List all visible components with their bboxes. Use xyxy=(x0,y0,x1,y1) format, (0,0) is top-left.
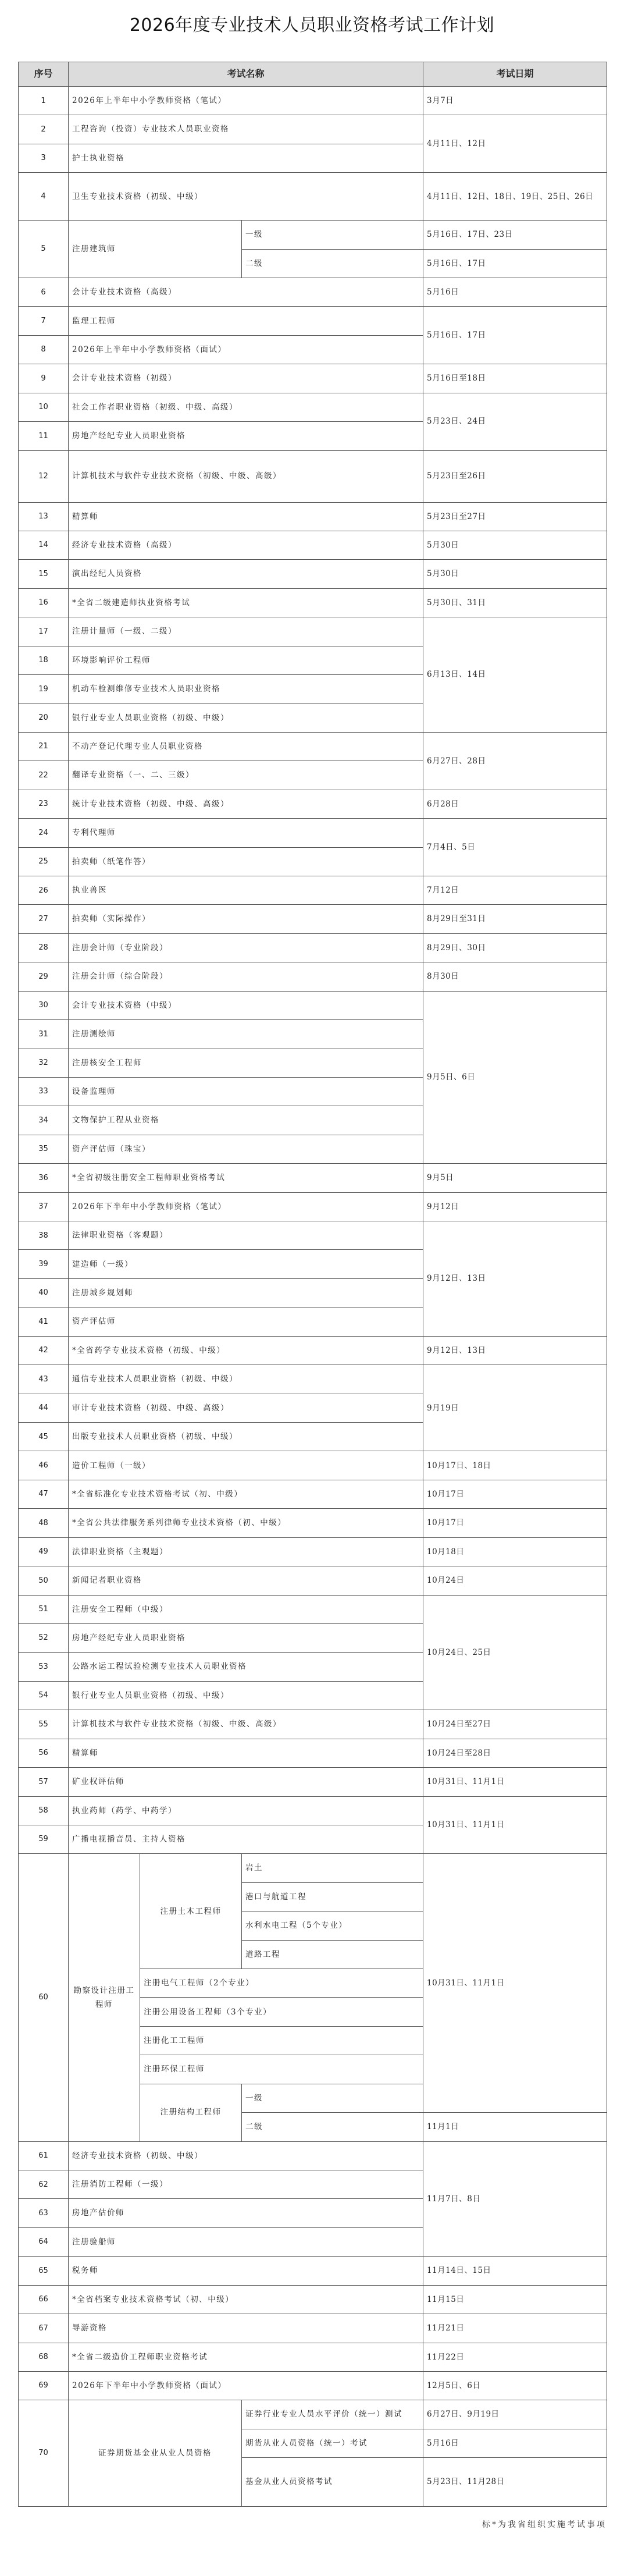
row-number: 53 xyxy=(19,1653,69,1681)
exam-name: 矿业权评估师 xyxy=(69,1768,423,1796)
table-row xyxy=(19,2257,607,2285)
exam-name: 勘察设计注册工程师 xyxy=(69,1854,140,2141)
table-row xyxy=(19,1796,607,1825)
table-row xyxy=(19,617,607,646)
exam-date: 9月5日 xyxy=(423,1164,607,1192)
table-row xyxy=(19,905,607,933)
table-row xyxy=(19,1854,607,1882)
table-row xyxy=(19,115,607,144)
exam-date: 11月15日 xyxy=(423,2285,607,2314)
exam-name: *全省初级注册安全工程师职业资格考试 xyxy=(69,1164,423,1192)
table-row xyxy=(19,991,607,1019)
exam-name: 银行业专业人员职业资格（初级、中级） xyxy=(69,703,423,732)
row-number: 35 xyxy=(19,1135,69,1163)
exam-sub-item: 港口与航道工程 xyxy=(242,1882,423,1911)
exam-name: 拍卖师（实际操作） xyxy=(69,905,423,933)
exam-date: 10月17日 xyxy=(423,1480,607,1508)
table-row xyxy=(19,531,607,559)
exam-sub-item: 水利水电工程（5个专业） xyxy=(242,1911,423,1940)
exam-date: 4月11日、12日 xyxy=(423,115,607,173)
header-no: 序号 xyxy=(19,62,69,87)
table-row xyxy=(19,819,607,847)
exam-name: 出版专业技术人员职业资格（初级、中级） xyxy=(69,1423,423,1451)
row-number: 7 xyxy=(19,307,69,335)
row-number: 51 xyxy=(19,1595,69,1623)
row-number: 41 xyxy=(19,1307,69,1336)
row-number: 25 xyxy=(19,847,69,876)
row-number: 10 xyxy=(19,393,69,421)
table-row xyxy=(19,1566,607,1595)
exam-name: 注册会计师（专业阶段） xyxy=(69,933,423,962)
exam-date: 5月16日、17日 xyxy=(423,307,607,364)
table-row xyxy=(19,173,607,221)
exam-name: 专利代理师 xyxy=(69,819,423,847)
row-number: 15 xyxy=(19,560,69,588)
table-row xyxy=(19,2141,607,2170)
exam-date: 11月22日 xyxy=(423,2343,607,2371)
row-number: 11 xyxy=(19,422,69,450)
exam-name: 资产评估师（珠宝） xyxy=(69,1135,423,1163)
row-number: 67 xyxy=(19,2314,69,2343)
table-row xyxy=(19,2371,607,2400)
exam-name: *全省标准化专业技术资格考试（初、中级） xyxy=(69,1480,423,1508)
table-row xyxy=(19,278,607,307)
exam-sub-item: 基金从业人员资格考试 xyxy=(242,2458,423,2507)
exam-date: 10月24日 xyxy=(423,1566,607,1595)
exam-date: 10月18日 xyxy=(423,1537,607,1566)
row-number: 55 xyxy=(19,1710,69,1739)
table-row xyxy=(19,1768,607,1796)
row-number: 2 xyxy=(19,115,69,144)
table-row xyxy=(19,962,607,991)
row-number: 36 xyxy=(19,1164,69,1192)
exam-name: 广播电视播音员、主持人资格 xyxy=(69,1825,423,1853)
table-row xyxy=(19,790,607,818)
exam-name: 会计专业技术资格（初级） xyxy=(69,364,423,393)
table-row xyxy=(19,560,607,588)
exam-name: 注册测绘师 xyxy=(69,1020,423,1049)
exam-name: 法律职业资格（主观题） xyxy=(69,1537,423,1566)
exam-name: 工程咨询（投资）专业技术人员职业资格 xyxy=(69,115,423,144)
exam-name: 执业药师（药学、中药学） xyxy=(69,1796,423,1825)
exam-name: 造价工程师（一级） xyxy=(69,1451,423,1480)
exam-name: 法律职业资格（客观题） xyxy=(69,1221,423,1250)
row-number: 32 xyxy=(19,1049,69,1077)
row-number: 18 xyxy=(19,646,69,674)
exam-sub-item: 注册公用设备工程师（3个专业） xyxy=(140,1998,423,2026)
exam-date: 5月30日 xyxy=(423,531,607,559)
exam-schedule-table xyxy=(18,62,607,2507)
exam-date: 5月16日 xyxy=(423,2429,607,2457)
table-row xyxy=(19,1739,607,1767)
row-number: 37 xyxy=(19,1192,69,1221)
row-number: 30 xyxy=(19,991,69,1019)
exam-date: 10月24日、25日 xyxy=(423,1595,607,1710)
table-row xyxy=(19,1365,607,1394)
row-number: 20 xyxy=(19,703,69,732)
row-number: 49 xyxy=(19,1537,69,1566)
table-row xyxy=(19,588,607,617)
table-row xyxy=(19,1336,607,1365)
table-row xyxy=(19,1164,607,1192)
row-number: 27 xyxy=(19,905,69,933)
exam-date: 9月12日、13日 xyxy=(423,1336,607,1365)
exam-name: 2026年下半年中小学教师资格（面试） xyxy=(69,2371,423,2400)
exam-name: 经济专业技术资格（高级） xyxy=(69,531,423,559)
table-row xyxy=(19,1221,607,1250)
exam-name: 房地产估价师 xyxy=(69,2199,423,2227)
row-number: 69 xyxy=(19,2371,69,2400)
exam-name: 监理工程师 xyxy=(69,307,423,335)
exam-name: 银行业专业人员职业资格（初级、中级） xyxy=(69,1681,423,1710)
table-row xyxy=(19,221,607,249)
exam-sub-item: 期货从业人员资格（统一）考试 xyxy=(242,2429,423,2457)
row-number: 43 xyxy=(19,1365,69,1394)
row-number: 62 xyxy=(19,2170,69,2198)
exam-date: 5月30日、31日 xyxy=(423,588,607,617)
row-number: 65 xyxy=(19,2257,69,2285)
header-name: 考试名称 xyxy=(69,62,423,87)
row-number: 34 xyxy=(19,1106,69,1135)
exam-date: 11月14日、15日 xyxy=(423,2257,607,2285)
exam-date: 5月23日、11月28日 xyxy=(423,2458,607,2507)
row-number: 70 xyxy=(19,2400,69,2507)
row-number: 42 xyxy=(19,1336,69,1365)
row-number: 57 xyxy=(19,1768,69,1796)
exam-date: 5月23日至27日 xyxy=(423,502,607,531)
exam-name: 设备监理师 xyxy=(69,1077,423,1106)
exam-name: 审计专业技术资格（初级、中级、高级） xyxy=(69,1394,423,1422)
table-row xyxy=(19,87,607,115)
row-number: 39 xyxy=(19,1250,69,1278)
exam-name: 房地产经纪专业人员职业资格 xyxy=(69,1623,423,1652)
exam-name: 经济专业技术资格（初级、中级） xyxy=(69,2141,423,2170)
exam-date: 8月29日至31日 xyxy=(423,905,607,933)
exam-name: 注册安全工程师（中级） xyxy=(69,1595,423,1623)
row-number: 8 xyxy=(19,335,69,364)
exam-date: 5月30日 xyxy=(423,560,607,588)
table-row xyxy=(19,2400,607,2429)
row-number: 38 xyxy=(19,1221,69,1250)
exam-date: 9月12日 xyxy=(423,1192,607,1221)
exam-date: 9月19日 xyxy=(423,1365,607,1451)
exam-category: 注册结构工程师 xyxy=(140,2084,242,2141)
exam-name: 不动产登记代理专业人员职业资格 xyxy=(69,732,423,761)
exam-name: 2026年上半年中小学教师资格（笔试） xyxy=(69,87,423,115)
exam-date: 8月29日、30日 xyxy=(423,933,607,962)
exam-date: 10月31日、11月1日 xyxy=(423,1796,607,1854)
exam-date: 10月17日、18日 xyxy=(423,1451,607,1480)
row-number: 16 xyxy=(19,588,69,617)
row-number: 60 xyxy=(19,1854,69,2141)
table-row xyxy=(19,1451,607,1480)
exam-date: 5月16日 xyxy=(423,278,607,307)
exam-name: 精算师 xyxy=(69,502,423,531)
row-number: 63 xyxy=(19,2199,69,2227)
row-number: 4 xyxy=(19,173,69,221)
row-number: 19 xyxy=(19,675,69,703)
exam-name: *全省二级建造师执业资格考试 xyxy=(69,588,423,617)
exam-name: 护士执业资格 xyxy=(69,144,423,172)
exam-name: 机动车检测维修专业技术人员职业资格 xyxy=(69,675,423,703)
row-number: 12 xyxy=(19,450,69,502)
row-number: 66 xyxy=(19,2285,69,2314)
exam-date: 10月31日、11月1日 xyxy=(423,1768,607,1796)
exam-date: 7月4日、5日 xyxy=(423,819,607,876)
row-number: 6 xyxy=(19,278,69,307)
exam-name: 卫生专业技术资格（初级、中级） xyxy=(69,173,423,221)
exam-sub-item: 二级 xyxy=(242,2113,423,2141)
exam-date: 7月12日 xyxy=(423,876,607,905)
table-row xyxy=(19,450,607,502)
exam-sub-item: 一级 xyxy=(242,2084,423,2112)
exam-name: *全省档案专业技术资格考试（初、中级） xyxy=(69,2285,423,2314)
row-number: 1 xyxy=(19,87,69,115)
exam-date: 4月11日、12日、18日、19日、25日、26日 xyxy=(423,173,607,221)
row-number: 52 xyxy=(19,1623,69,1652)
table-row xyxy=(19,1509,607,1537)
exam-name: 执业兽医 xyxy=(69,876,423,905)
exam-name: 精算师 xyxy=(69,1739,423,1767)
exam-name: 演出经纪人员资格 xyxy=(69,560,423,588)
row-number: 3 xyxy=(19,144,69,172)
row-number: 24 xyxy=(19,819,69,847)
table-row xyxy=(19,2314,607,2343)
exam-name: 公路水运工程试验检测专业技术人员职业资格 xyxy=(69,1653,423,1681)
table-row xyxy=(19,364,607,393)
table-row xyxy=(19,2343,607,2371)
exam-sub-level: 一级 xyxy=(242,221,423,249)
exam-name: 税务师 xyxy=(69,2257,423,2285)
row-number: 17 xyxy=(19,617,69,646)
exam-date: 5月16日至18日 xyxy=(423,364,607,393)
exam-name: 注册消防工程师（一级） xyxy=(69,2170,423,2198)
table-row xyxy=(19,1595,607,1623)
exam-name: *全省药学专业技术资格（初级、中级） xyxy=(69,1336,423,1365)
table-row xyxy=(19,2285,607,2314)
exam-date: 10月24日至27日 xyxy=(423,1710,607,1739)
exam-name: 资产评估师 xyxy=(69,1307,423,1336)
exam-sub-item: 注册环保工程师 xyxy=(140,2055,423,2084)
exam-name: 注册验船师 xyxy=(69,2227,423,2256)
exam-date: 6月28日 xyxy=(423,790,607,818)
exam-name: 计算机技术与软件专业技术资格（初级、中级、高级） xyxy=(69,450,423,502)
table-row xyxy=(19,933,607,962)
exam-date: 3月7日 xyxy=(423,87,607,115)
row-number: 44 xyxy=(19,1394,69,1422)
exam-name: 文物保护工程从业资格 xyxy=(69,1106,423,1135)
exam-name: 2026年上半年中小学教师资格（面试） xyxy=(69,335,423,364)
row-number: 59 xyxy=(19,1825,69,1853)
row-number: 46 xyxy=(19,1451,69,1480)
row-number: 23 xyxy=(19,790,69,818)
exam-sub-level: 二级 xyxy=(242,249,423,278)
exam-date: 11月21日 xyxy=(423,2314,607,2343)
exam-name: 会计专业技术资格（高级） xyxy=(69,278,423,307)
exam-date: 9月5日、6日 xyxy=(423,991,607,1164)
exam-sub-item: 注册电气工程师（2个专业） xyxy=(140,1969,423,1998)
table-row xyxy=(19,307,607,335)
exam-date: 6月13日、14日 xyxy=(423,617,607,733)
row-number: 64 xyxy=(19,2227,69,2256)
row-number: 13 xyxy=(19,502,69,531)
exam-sub-item: 岩土 xyxy=(242,1854,423,1882)
exam-name: 注册建筑师 xyxy=(69,221,242,278)
exam-date: 10月17日 xyxy=(423,1509,607,1537)
exam-date: 10月24日至28日 xyxy=(423,1739,607,1767)
row-number: 33 xyxy=(19,1077,69,1106)
exam-date: 5月16日、17日 xyxy=(423,249,607,278)
table-row xyxy=(19,393,607,421)
exam-name: 导游资格 xyxy=(69,2314,423,2343)
exam-name: 新闻记者职业资格 xyxy=(69,1566,423,1595)
row-number: 47 xyxy=(19,1480,69,1508)
exam-name: 拍卖师（纸笔作答） xyxy=(69,847,423,876)
table-row xyxy=(19,1710,607,1739)
row-number: 58 xyxy=(19,1796,69,1825)
row-number: 26 xyxy=(19,876,69,905)
exam-date: 11月1日 xyxy=(423,2113,607,2141)
row-number: 14 xyxy=(19,531,69,559)
exam-name: 通信专业技术人员职业资格（初级、中级） xyxy=(69,1365,423,1394)
exam-sub-item: 注册化工工程师 xyxy=(140,2026,423,2055)
row-number: 5 xyxy=(19,221,69,278)
exam-date: 9月12日、13日 xyxy=(423,1221,607,1337)
exam-name: 证券期货基金业从业人员资格 xyxy=(69,2400,242,2507)
row-number: 56 xyxy=(19,1739,69,1767)
table-row xyxy=(19,876,607,905)
row-number: 50 xyxy=(19,1566,69,1595)
exam-name: 2026年下半年中小学教师资格（笔试） xyxy=(69,1192,423,1221)
row-number: 48 xyxy=(19,1509,69,1537)
table-row xyxy=(19,1480,607,1508)
row-number: 9 xyxy=(19,364,69,393)
exam-date: 6月27日、28日 xyxy=(423,732,607,790)
exam-date: 8月30日 xyxy=(423,962,607,991)
exam-name: *全省公共法律服务系列律师专业技术资格（初、中级） xyxy=(69,1509,423,1537)
exam-date: 5月16日、17日、23日 xyxy=(423,221,607,249)
exam-date: 12月5日、6日 xyxy=(423,2371,607,2400)
exam-name: 翻译专业资格（一、二、三级） xyxy=(69,761,423,790)
table-row xyxy=(19,502,607,531)
exam-name: 房地产经纪专业人员职业资格 xyxy=(69,422,423,450)
table-row xyxy=(19,732,607,761)
row-number: 21 xyxy=(19,732,69,761)
exam-name: 统计专业技术资格（初级、中级、高级） xyxy=(69,790,423,818)
exam-category: 注册土木工程师 xyxy=(140,1854,242,1969)
exam-sub-item: 证券行业专业人员水平评价（统一）测试 xyxy=(242,2400,423,2429)
exam-name: 社会工作者职业资格（初级、中级、高级） xyxy=(69,393,423,421)
exam-name: 会计专业技术资格（中级） xyxy=(69,991,423,1019)
footnote: 标*为我省组织实施考试事项 xyxy=(482,2520,607,2529)
header-date: 考试日期 xyxy=(423,62,607,87)
row-number: 28 xyxy=(19,933,69,962)
page-title: 2026年度专业技术人员职业资格考试工作计划 xyxy=(129,15,495,35)
exam-date: 5月23日至26日 xyxy=(423,450,607,502)
exam-name: 计算机技术与软件专业技术资格（初级、中级、高级） xyxy=(69,1710,423,1739)
exam-name: 注册会计师（综合阶段） xyxy=(69,962,423,991)
exam-name: 注册计量师（一级、二级） xyxy=(69,617,423,646)
row-number: 45 xyxy=(19,1423,69,1451)
table-row xyxy=(19,1192,607,1221)
row-number: 31 xyxy=(19,1020,69,1049)
row-number: 68 xyxy=(19,2343,69,2371)
row-number: 54 xyxy=(19,1681,69,1710)
exam-date: 10月31日、11月1日 xyxy=(423,1854,607,2113)
exam-sub-item: 道路工程 xyxy=(242,1940,423,1969)
exam-date: 11月7日、8日 xyxy=(423,2141,607,2257)
exam-name: 注册城乡规划师 xyxy=(69,1278,423,1307)
row-number: 22 xyxy=(19,761,69,790)
row-number: 29 xyxy=(19,962,69,991)
exam-name: 注册核安全工程师 xyxy=(69,1049,423,1077)
row-number: 40 xyxy=(19,1278,69,1307)
exam-date: 5月23日、24日 xyxy=(423,393,607,450)
exam-name: 环境影响评价工程师 xyxy=(69,646,423,674)
table-row xyxy=(19,1537,607,1566)
exam-name: 建造师（一级） xyxy=(69,1250,423,1278)
exam-date: 6月27日、9月19日 xyxy=(423,2400,607,2429)
table-header-row xyxy=(19,62,607,87)
row-number: 61 xyxy=(19,2141,69,2170)
exam-name: *全省二级造价工程师职业资格考试 xyxy=(69,2343,423,2371)
